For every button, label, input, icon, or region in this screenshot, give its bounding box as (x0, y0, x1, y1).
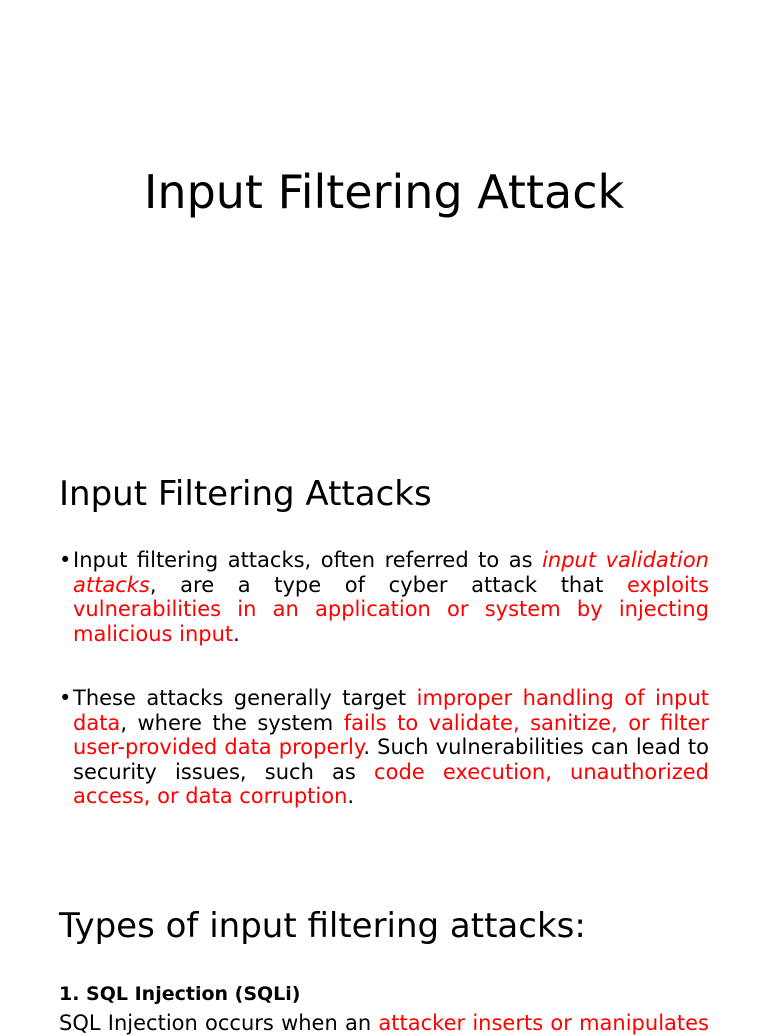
text-run: , are a type of cyber attack that (149, 572, 627, 597)
highlight-run: input validation attacks (73, 548, 709, 597)
text-run: Input filtering attacks, often referred to as (73, 548, 543, 572)
text-run: . (347, 784, 355, 808)
section-heading: Types of input filtering attacks: (59, 906, 586, 946)
highlight-run: code execution, unauthorized access, or data corruption (73, 759, 709, 808)
highlight-run: exploits vulnerabilities in an application or system by injecting malicious input (73, 572, 709, 646)
text-run: These attacks generally target (73, 686, 417, 710)
highlight-run: improper handling of input data (73, 686, 710, 735)
subheading: 1. SQL Injection (SQLi) (59, 983, 301, 1005)
highlight-run: fails to validate, sanitize, or filter user-provided data properly (73, 710, 710, 759)
bullet-item (59, 548, 709, 646)
text-run: . Such vulnerabilities can lead to security issues, such as (73, 735, 709, 784)
bullet-item (59, 686, 709, 809)
bullet-list (59, 548, 709, 849)
highlight-run: attacker inserts or manipulates (378, 1011, 709, 1035)
section-heading: Input Filtering Attacks (59, 474, 432, 514)
bullet-dot: • (59, 548, 72, 572)
slide-title: Input Filtering Attack (143, 165, 625, 219)
text-run: , where the system (120, 710, 344, 735)
text-run: . (233, 621, 240, 646)
bullet-dot: • (59, 686, 72, 710)
paragraph (59, 1011, 709, 1036)
text-run: SQL Injection occurs when an (59, 1011, 379, 1035)
